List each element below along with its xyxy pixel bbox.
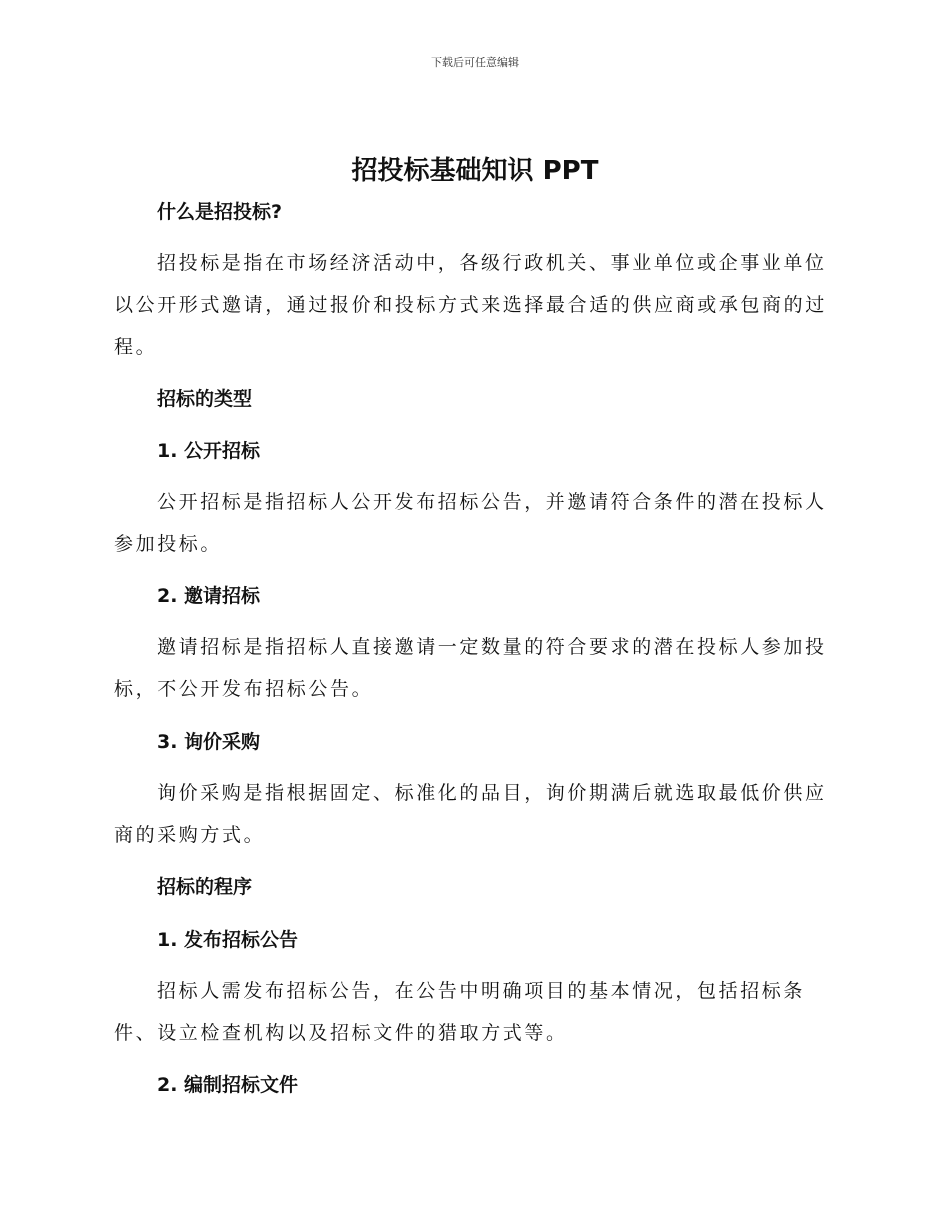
page-header-note: 下载后可任意编辑 — [431, 56, 519, 69]
paragraph-inquiry-procurement: 询价采购是指根据固定、标准化的品目，询价期满后就选取最低价供应商的采购方式。 — [114, 782, 827, 846]
heading-what-is-bidding: 什么是招投标? — [157, 201, 283, 223]
heading-open-bidding: 1. 公开招标 — [157, 440, 261, 462]
document-title: 招投标基础知识 PPT — [351, 156, 599, 186]
heading-invited-bidding: 2. 邀请招标 — [157, 585, 261, 607]
paragraph-invited-bidding: 邀请招标是指招标人直接邀请一定数量的符合要求的潜在投标人参加投标，不公开发布招标公告。 — [114, 636, 827, 700]
heading-bidding-procedure: 招标的程序 — [157, 876, 253, 898]
heading-publish-notice: 1. 发布招标公告 — [157, 929, 299, 951]
heading-bidding-types: 招标的类型 — [157, 388, 253, 410]
paragraph-publish-notice: 招标人需发布招标公告，在公告中明确项目的基本情况，包括招标条件、设立检查机构以及招标文件的猎取方式等。 — [114, 980, 806, 1044]
paragraph-definition: 招投标是指在市场经济活动中，各级行政机关、事业单位或企事业单位以公开形式邀请，通过报价和投标方式来选择最合适的供应商或承包商的过程。 — [114, 252, 827, 358]
heading-inquiry-procurement: 3. 询价采购 — [157, 731, 261, 753]
paragraph-open-bidding: 公开招标是指招标人公开发布招标公告，并邀请符合条件的潜在投标人参加投标。 — [114, 491, 827, 555]
heading-prepare-documents: 2. 编制招标文件 — [157, 1074, 299, 1096]
